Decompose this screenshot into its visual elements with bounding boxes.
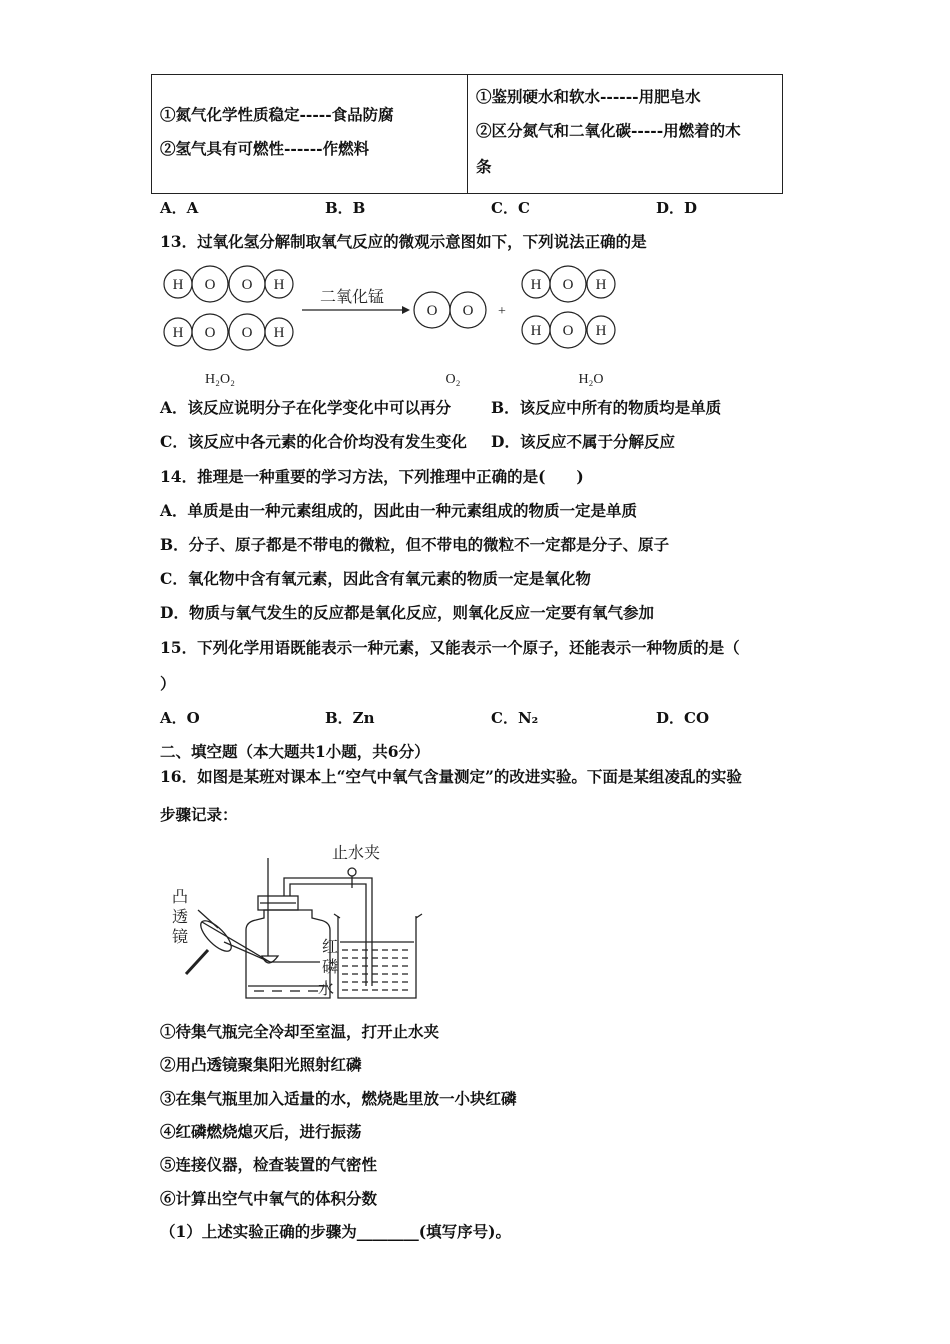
atom-label-o: O xyxy=(241,325,253,341)
q16-step-1: ①待集气瓶完全冷却至室温，打开止水夹 xyxy=(160,1022,440,1041)
q13-option-c[interactable]: C．该反应中各元素的化合价均没有发生变化 xyxy=(160,432,467,451)
q15-stem-line-2: ） xyxy=(160,674,176,693)
q14-stem: 14．推理是一种重要的学习方法，下列推理中正确的是( ) xyxy=(160,467,584,486)
atom-label-h: H xyxy=(273,325,285,341)
atom-label-h: H xyxy=(172,325,184,341)
q13-option-a[interactable]: A．该反应说明分子在化学变化中可以再分 xyxy=(160,398,452,417)
table-right-line-2: ②区分氮气和二氧化碳-----用燃着的木 xyxy=(476,121,741,140)
q16-sub-question-1: （1）上述实验正确的步骤为________(填写序号)。 xyxy=(160,1222,511,1241)
lens-label-1: 凸 xyxy=(172,889,189,906)
atom-label-o: O xyxy=(562,277,574,293)
q16-stem-line-2: 步骤记录： xyxy=(160,805,238,824)
q16-stem-line-1: 16．如图是某班对课本上“空气中氧气含量测定”的改进实验。下面是某组凌乱的实验 xyxy=(160,767,742,786)
q12-option-d[interactable]: D．D xyxy=(656,199,698,217)
q12-option-c[interactable]: C．C xyxy=(491,199,530,217)
q15-option-a[interactable]: A．O xyxy=(160,709,200,727)
molecule-reaction-diagram xyxy=(150,258,630,393)
plus-sign: + xyxy=(498,304,506,319)
table-right-line-3: 条 xyxy=(476,157,492,176)
q15-stem-line-1: 15．下列化学用语既能表示一种元素，又能表示一个原子，还能表示一种物质的是（ xyxy=(160,638,740,657)
atom-label-o: O xyxy=(204,277,216,293)
q15-option-d[interactable]: D．CO xyxy=(656,709,710,727)
section-heading: 二、填空题（本大题共1小题，共6分） xyxy=(160,742,430,761)
phosphorus-label-1: 红 xyxy=(322,939,339,956)
atom-label-o: O xyxy=(204,325,216,341)
table-cell-left xyxy=(152,75,468,194)
label-h2o: H₂O xyxy=(578,372,604,387)
atom-label-h: H xyxy=(172,277,184,293)
atom-label-h: H xyxy=(595,277,607,293)
clamp-label: 止水夹 xyxy=(332,845,381,862)
o2-molecule xyxy=(414,292,486,328)
atom-label-o: O xyxy=(426,303,438,319)
lens-label-3: 镜 xyxy=(172,929,189,946)
beaker xyxy=(338,916,416,998)
q16-step-2: ②用凸透镜聚集阳光照射红磷 xyxy=(160,1055,362,1074)
table-cell-right xyxy=(468,75,783,194)
q12-option-a[interactable]: A．A xyxy=(160,199,199,217)
atom-label-o: O xyxy=(241,277,253,293)
experiment-apparatus-diagram xyxy=(160,838,430,1008)
q14-option-a[interactable]: A．单质是由一种元素组成的，因此由一种元素组成的物质一定是单质 xyxy=(160,501,638,520)
q16-step-4: ④红磷燃烧熄灭后，进行振荡 xyxy=(160,1122,362,1141)
q14-option-d[interactable]: D．物质与氧气发生的反应都是氧化反应，则氧化反应一定要有氧气参加 xyxy=(160,603,654,622)
water-label: 水 xyxy=(318,981,335,998)
q13-option-d[interactable]: D．该反应不属于分解反应 xyxy=(491,432,675,451)
lens-handle xyxy=(186,950,208,974)
catalyst-label: 二氧化锰 xyxy=(319,289,385,306)
atom-label-h: H xyxy=(530,277,542,293)
q16-step-6: ⑥计算出空气中氧气的体积分数 xyxy=(160,1189,378,1208)
atom-label-o: O xyxy=(462,303,474,319)
reaction-arrow-head xyxy=(402,306,410,314)
label-h2o2: H₂O₂ xyxy=(205,372,235,387)
q12-option-b[interactable]: B．B xyxy=(325,199,366,217)
water-clamp xyxy=(348,868,356,876)
q15-option-b[interactable]: B．Zn xyxy=(325,709,375,727)
table-left-line-2: ②氢气具有可燃性------作燃料 xyxy=(160,139,370,158)
atom-label-o: O xyxy=(562,323,574,339)
q13-option-b[interactable]: B．该反应中所有的物质均是单质 xyxy=(491,398,722,417)
atom-label-h: H xyxy=(530,323,542,339)
table-left-line-1: ①氮气化学性质稳定-----食品防腐 xyxy=(160,105,394,124)
q16-step-3: ③在集气瓶里加入适量的水，燃烧匙里放一小块红磷 xyxy=(160,1089,517,1108)
q14-option-c[interactable]: C．氧化物中含有氧元素，因此含有氧元素的物质一定是氧化物 xyxy=(160,569,591,588)
table-right-line-1: ①鉴别硬水和软水------用肥皂水 xyxy=(476,87,701,106)
q16-step-5: ⑤连接仪器，检查装置的气密性 xyxy=(160,1155,378,1174)
atom-label-h: H xyxy=(273,277,285,293)
lens-label-2: 透 xyxy=(172,909,189,926)
q15-option-c[interactable]: C．N₂ xyxy=(491,709,539,727)
phosphorus-label-2: 磷 xyxy=(322,959,339,976)
atom-label-h: H xyxy=(595,323,607,339)
comparison-table xyxy=(151,74,783,194)
label-o2: O₂ xyxy=(445,372,461,387)
q14-option-b[interactable]: B．分子、原子都是不带电的微粒，但不带电的微粒不一定都是分子、原子 xyxy=(160,535,670,554)
q13-stem: 13．过氧化氢分解制取氧气反应的微观示意图如下，下列说法正确的是 xyxy=(160,232,647,251)
